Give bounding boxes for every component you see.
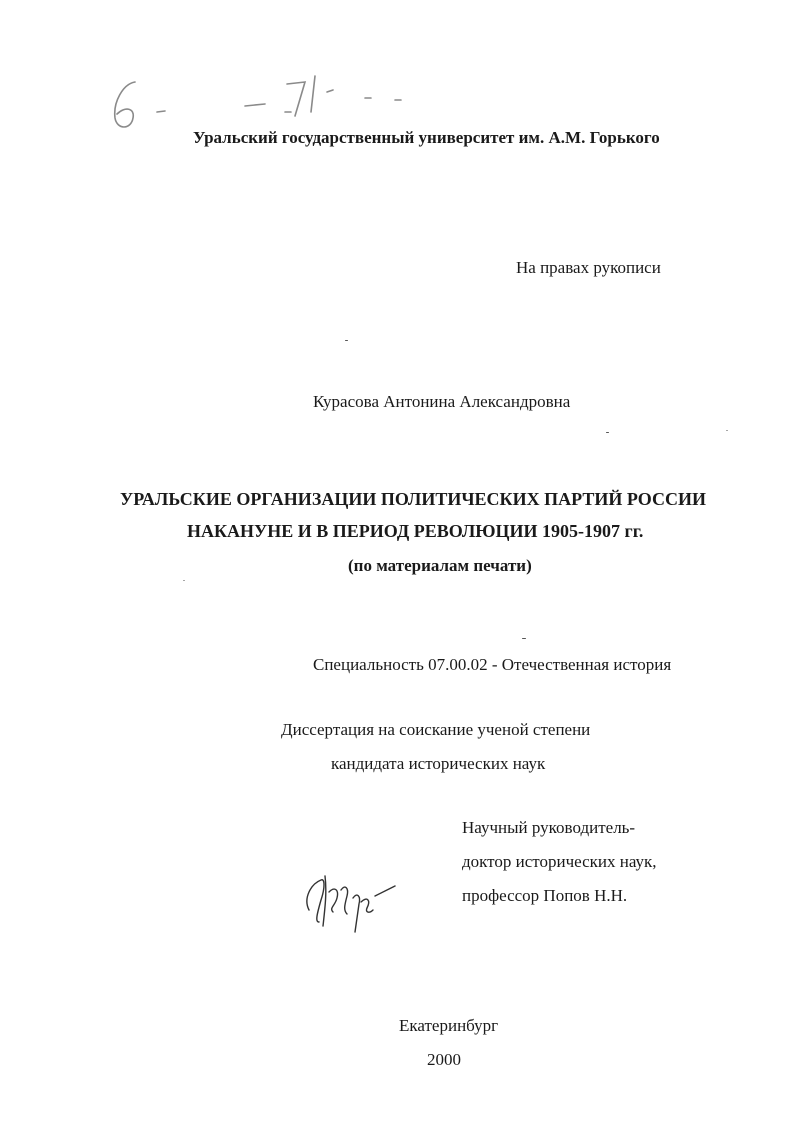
dissertation-line-2: кандидата исторических наук xyxy=(331,754,546,773)
rights-note: На правах рукописи xyxy=(516,258,661,277)
specialty: Специальность 07.00.02 - Отечественная история xyxy=(313,655,672,674)
scan-speck xyxy=(726,430,728,431)
city: Екатеринбург xyxy=(399,1016,499,1035)
advisor-line-3: профессор Попов Н.Н. xyxy=(462,886,628,905)
year: 2000 xyxy=(427,1050,461,1069)
handwritten-signature xyxy=(295,862,405,942)
advisor-line-2: доктор исторических наук, xyxy=(462,852,657,871)
scan-speck xyxy=(345,340,348,341)
dissertation-line-1: Диссертация на соискание ученой степени xyxy=(281,720,591,739)
scan-speck xyxy=(183,580,185,581)
advisor-line-1: Научный руководитель- xyxy=(462,818,636,837)
scan-speck xyxy=(522,638,526,639)
title-line-3: (по материалам печати) xyxy=(348,556,532,575)
author-name: Курасова Антонина Александровна xyxy=(313,392,571,411)
university-header: Уральский государственный университет им. А.М. Горького xyxy=(193,128,660,147)
title-line-1: УРАЛЬСКИЕ ОРГАНИЗАЦИИ ПОЛИТИЧЕСКИХ ПАРТИЙ РОССИИ xyxy=(120,489,706,509)
scan-speck xyxy=(606,432,609,433)
title-line-2: НАКАНУНЕ И В ПЕРИОД РЕВОЛЮЦИИ 1905-1907 гг. xyxy=(187,521,644,541)
